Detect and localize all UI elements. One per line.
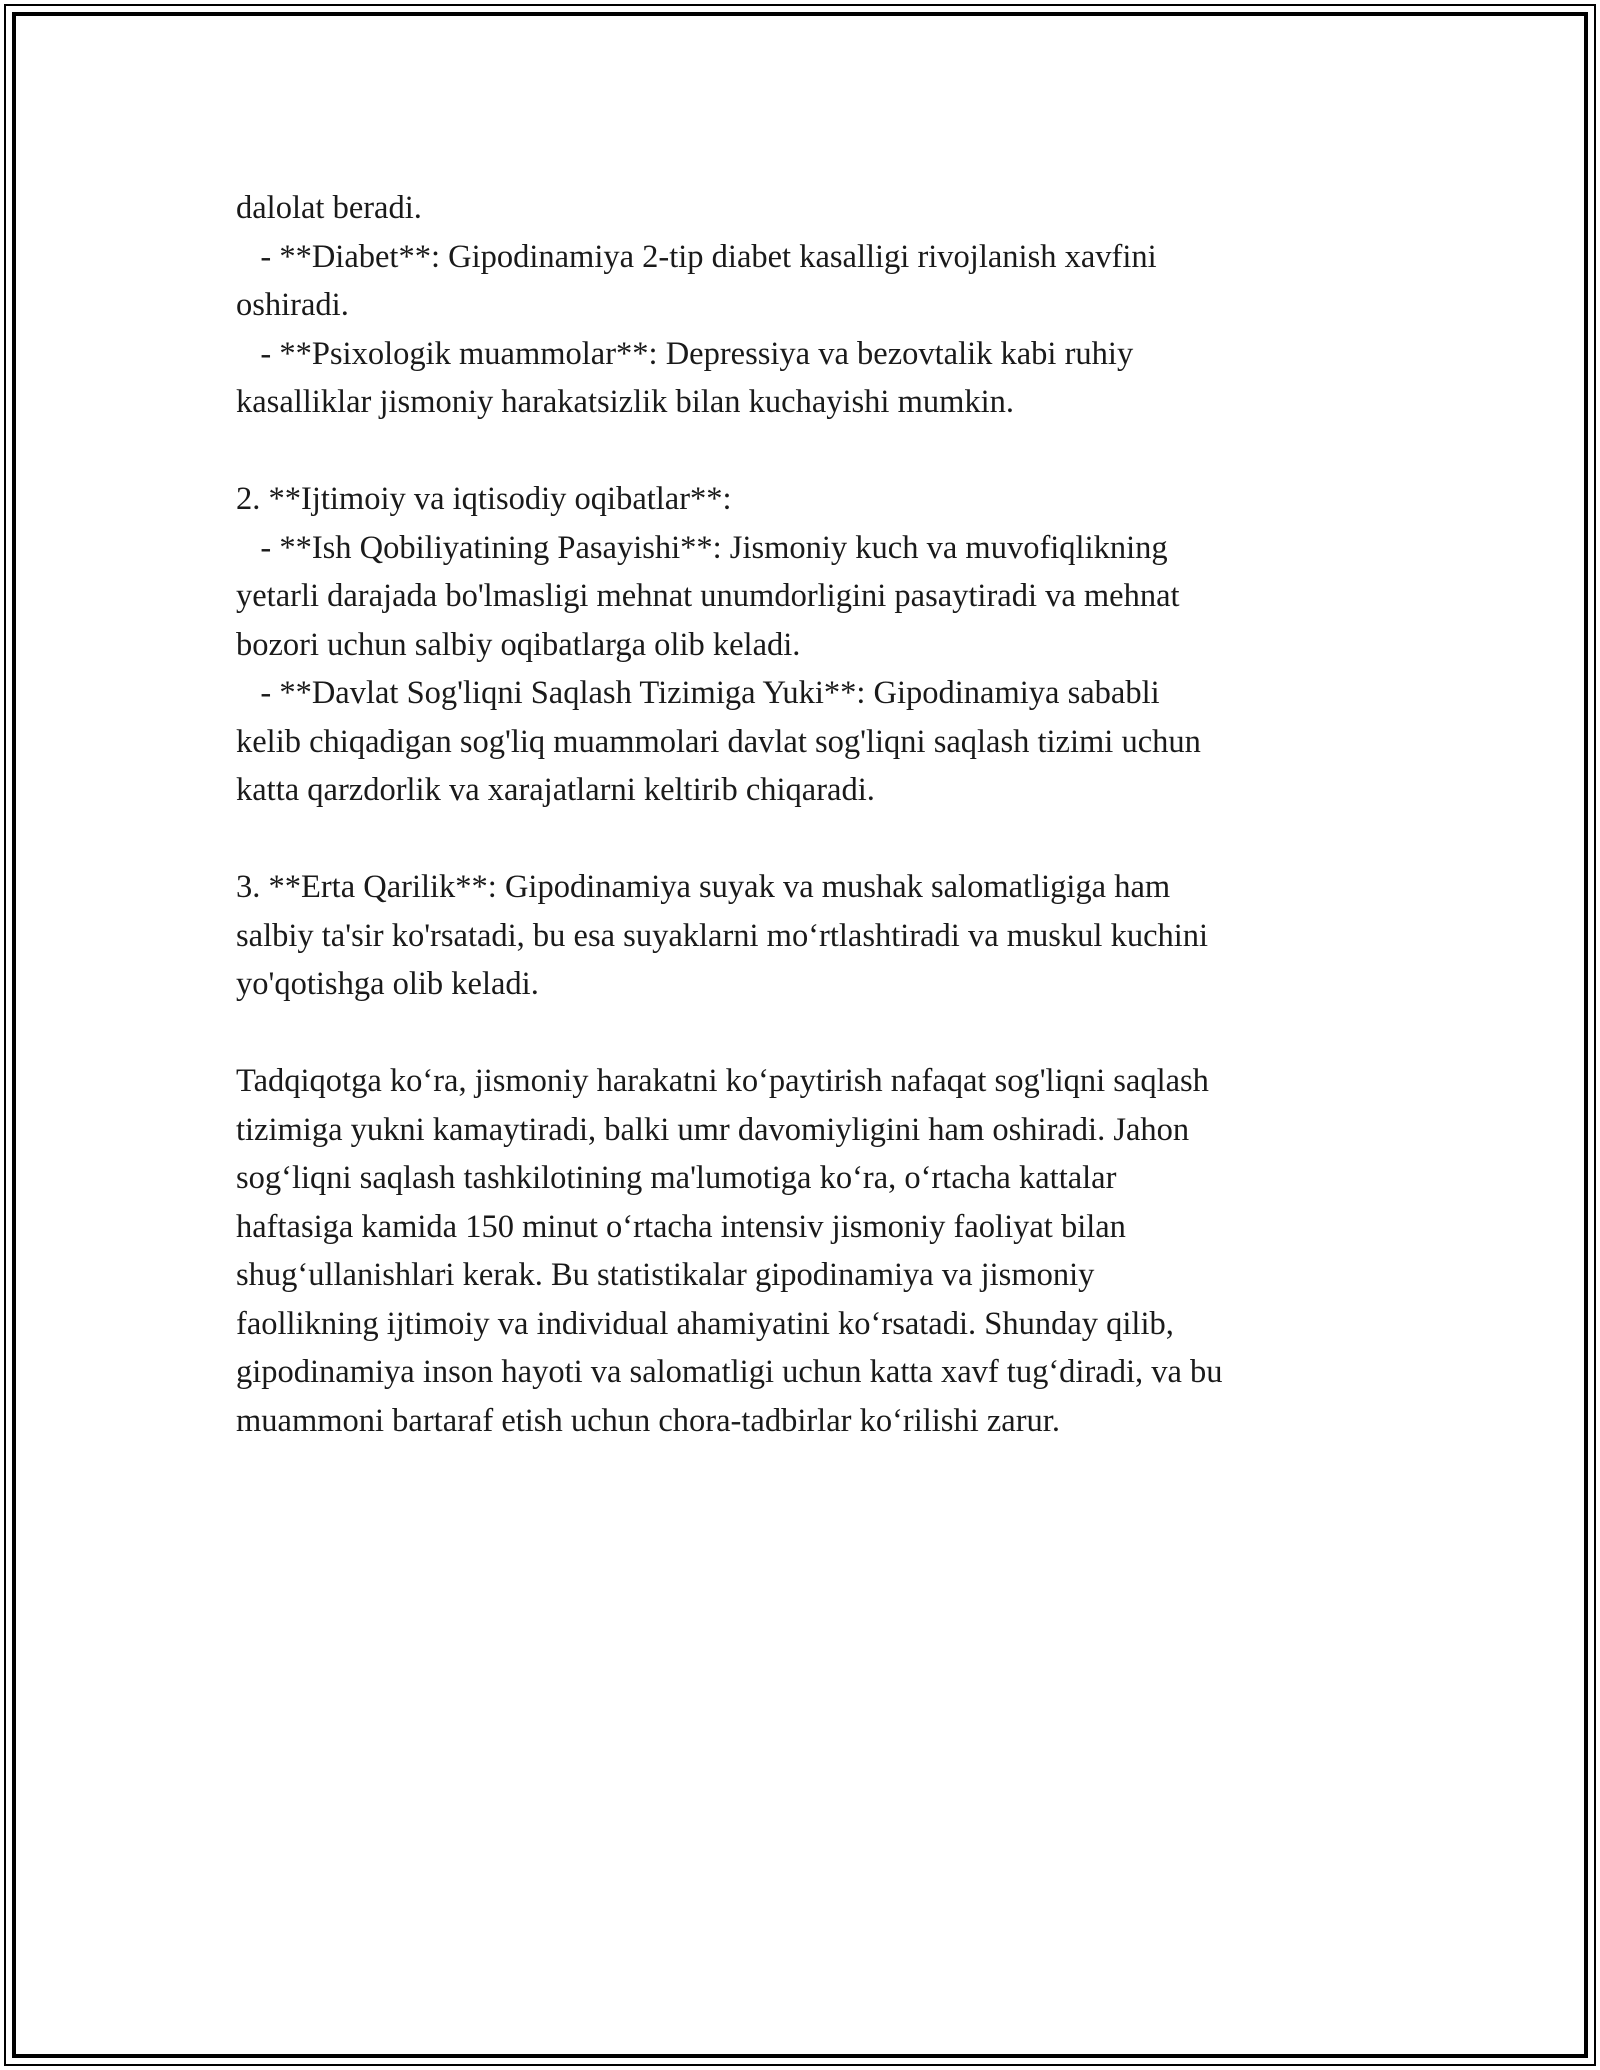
text-line: katta qarzdorlik va xarajatlarni keltirib chiqaradi. [236, 772, 875, 808]
text-line: bozori uchun salbiy oqibatlarga olib keladi. [236, 626, 801, 663]
text-line: sog‘liqni saqlash tashkilotining ma'lumotiga ko‘ra, o‘rtacha kattalar [236, 1160, 1117, 1196]
text-line: kasalliklar jismoniy harakatsizlik bilan kuchayishi mumkin. [236, 384, 1015, 420]
text-line: oshiradi. [236, 287, 349, 323]
text-line: muammoni bartaraf etish uchun chora-tadbirlar ko‘rilishi zarur. [236, 1402, 1060, 1439]
text-line: Tadqiqotga ko‘ra, jismoniy harakatni ko‘paytirish nafaqat sog'liqni saqlash [236, 1063, 1209, 1099]
text-line: yo'qotishga olib keladi. [236, 966, 539, 1002]
text-line: salbiy ta'sir ko'rsatadi, bu esa suyaklarni mo‘rtlashtiradi va muskul kuchini [236, 917, 1209, 954]
text-line: gipodinamiya inson hayoti va salomatligi uchun katta xavf tug‘diradi, va bu [236, 1354, 1223, 1390]
text-line: faollikning ijtimoiy va individual ahamiyatini ko‘rsatadi. Shunday qilib, [236, 1305, 1174, 1342]
text-line: shug‘ullanishlari kerak. Bu statistikalar gipodinamiya va jismoniy [236, 1257, 1095, 1293]
text-line: - **Psixologik muammolar**: Depressiya va bezovtalik kabi ruhiy [236, 335, 1134, 372]
text-line: haftasiga kamida 150 minut o‘rtacha intensiv jismoniy faoliyat bilan [236, 1208, 1126, 1245]
paragraph-gap [236, 427, 1376, 476]
paragraph-gap [236, 1009, 1376, 1058]
text-line: - **Davlat Sog'liqni Saqlash Tizimiga Yuki**: Gipodinamiya sababli [236, 675, 1160, 711]
paragraph-gap [236, 815, 1376, 864]
text-line: - **Ish Qobiliyatining Pasayishi**: Jismoniy kuch va muvofiqlikning [236, 529, 1168, 566]
text-line: tizimiga yukni kamaytiradi, balki umr davomiyligini ham oshiradi. Jahon [236, 1111, 1190, 1148]
text-line: 3. **Erta Qarilik**: Gipodinamiya suyak va mushak salomatligiga ham [236, 869, 1171, 905]
text-line: 2. **Ijtimoiy va iqtisodiy oqibatlar**: [236, 481, 732, 517]
document-body [236, 184, 1376, 1445]
text-line: dalolat beradi. [236, 190, 422, 226]
text-line: kelib chiqadigan sog'liq muammolari davlat sog'liqni saqlash tizimi uchun [236, 723, 1201, 760]
text-line: yetarli darajada bo'lmasligi mehnat unumdorligini pasaytiradi va mehnat [236, 578, 1180, 614]
text-line: - **Diabet**: Gipodinamiya 2-tip diabet kasalligi rivojlanish xavfini [236, 238, 1157, 275]
